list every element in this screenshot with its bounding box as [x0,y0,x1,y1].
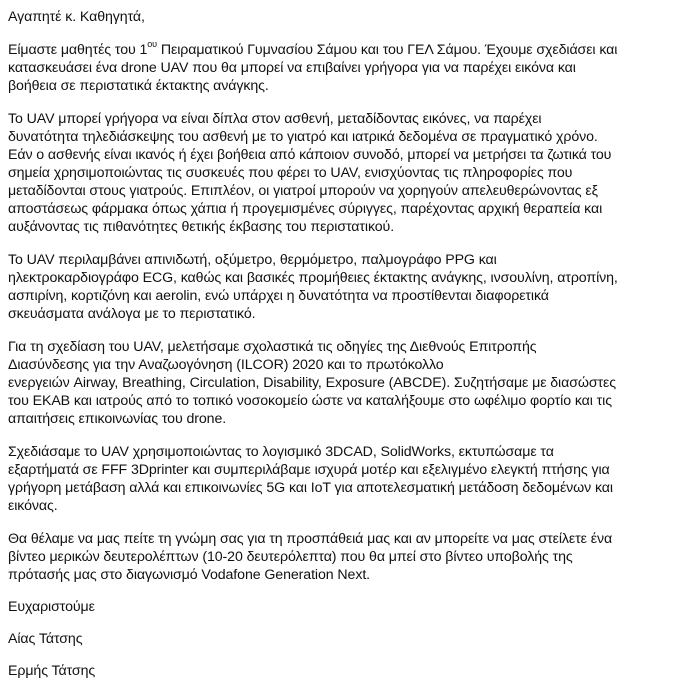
paragraph-line: βοήθεια σε περιστατικά έκτακτης ανάγκης. [8,78,269,94]
closing: Ευχαριστούμε [8,599,95,615]
paragraph-line: Διασύνδεσης για την Αναζωογόνηση (ILCOR) 2020 και το πρωτόκολλο [8,357,444,373]
paragraph-intro [8,41,680,95]
paragraph-line: Το UAV περιλαμβάνει απινιδωτή, οξύμετρο, θερμόμετρο, παλμογράφο PPG και [8,252,497,268]
paragraph-line: βίντεο μερικών δευτερολέπτων (10-20 δευτερόλεπτα) που θα μπεί στο βίντεο υποβολής της [8,549,573,565]
paragraph-line: σημεία χρησιμοποιώντας τις συσκευές που φέρει το UAV, ενισχύοντας τις πληροφορίες που [8,165,573,181]
paragraph-line: Είμαστε μαθητές του $1^{o\upsilon}$ Πειραματικού Γυμνασίου Σάμου και του ΓΕΛ Σάμου. Έχουμε σχεδιάσει και [8,39,618,58]
paragraph-line: σκευάσματα ανάλογα με το περιστατικό. [8,306,256,322]
paragraph-request [8,530,680,584]
paragraph-line: δυνατότητα τηλεδιάσκεψης του ασθενή με το γιατρό και ιατρικά δεδομένα σε πραγματικό χρόνο. [8,129,598,145]
paragraph-line: αποστάσεως φάρμακα όπως χάπια ή προγεμισμένες σύριγγες, παρέχοντας αρχική θεραπεία και [8,201,603,217]
paragraph-equipment [8,251,680,323]
paragraph-line: εξαρτήματά σε FFF 3Dprinter και συμπεριλάβαμε ισχυρά μοτέρ και εξελιγμένο ελεγκτή πτήσης για [8,462,610,478]
paragraph-line: Θα θέλαμε να μας πείτε τη γνώμη σας για τη προσπάθειά μας και αν μπορείτε να μας στείλετε ένα [8,531,613,547]
paragraph-line: Εάν ο ασθενής είναι ικανός ή έχει βοήθεια από κάποιον συνοδό, μπορεί να μετρήσει τα ζωτικά του [8,147,612,163]
letter-document [8,8,680,680]
paragraph-line: κατασκευάσει ένα drone UAV που θα μπορεί να επιβαίνει γρήγορα για να παρέχει εικόνα και [8,60,576,76]
greeting: Αγαπητέ κ. Καθηγητά, [8,9,145,25]
paragraph-line: γρήγορη μετάβαση αλλά και επικοινωνίες 5G και IoT για αποτελεσματική μετάδοση δεδομένων και [8,480,613,496]
paragraph-line: εικόνας. [8,498,58,514]
paragraph-design-research [8,338,680,428]
paragraph-line: Για τη σχεδίαση του UAV, μελετήσαμε σχολαστικά τις οδηγίες της Διεθνούς Επιτροπής [8,339,537,355]
paragraph-line: αυξάνοντας τις πιθανότητες θετικής έκβασης του περιστατικού. [8,219,395,235]
paragraph-line: Σχεδιάσαμε το UAV χρησιμοποιώντας το λογισμικό 3DCAD, SolidWorks, εκτυπώσαμε τα [8,444,554,460]
paragraph-uav-telemedicine [8,110,680,236]
paragraph-line: ηλεκτροκαρδιογράφο ECG, καθώς και βασικές προμήθειες έκτακτης ανάγκης, ινσουλίνη, ατροπίνη, [8,270,618,286]
paragraph-line: πρότασής μας στο διαγωνισμό Vodafone Generation Next. [8,567,371,583]
paragraph-line: μεταδίδονται στους γιατρούς. Επιπλέον, οι γιατροί μπορούν να χορηγούν απελευθερώνοντας εξ [8,183,598,199]
signature-1: Αίας Τάτσης [8,631,83,647]
paragraph-line: ασπιρίνη, κορτιζόνη και aerolin, ενώ υπάρχει η δυνατότητα να προστίθενται διαφορετικά [8,288,549,304]
signature-2: Ερμής Τάτσης [8,663,96,679]
paragraph-line: ενεργειών Airway, Breathing, Circulation, Disability, Exposure (ABCDE). Συζητήσαμε με διασώστες [8,375,616,391]
paragraph-construction [8,443,680,515]
paragraph-line: του ΕΚΑΒ και ιατρούς από το τοπικό νοσοκομείο ώστε να καταλήξουμε στο ωφέλιμο φορτίο και τις [8,393,612,409]
paragraph-line: απαιτήσεις επικοινωνίας του drone. [8,411,227,427]
paragraph-line: Το UAV μπορεί γρήγορα να είναι δίπλα στον ασθενή, μεταδίδοντας εικόνες, να παρέχει [8,111,542,127]
